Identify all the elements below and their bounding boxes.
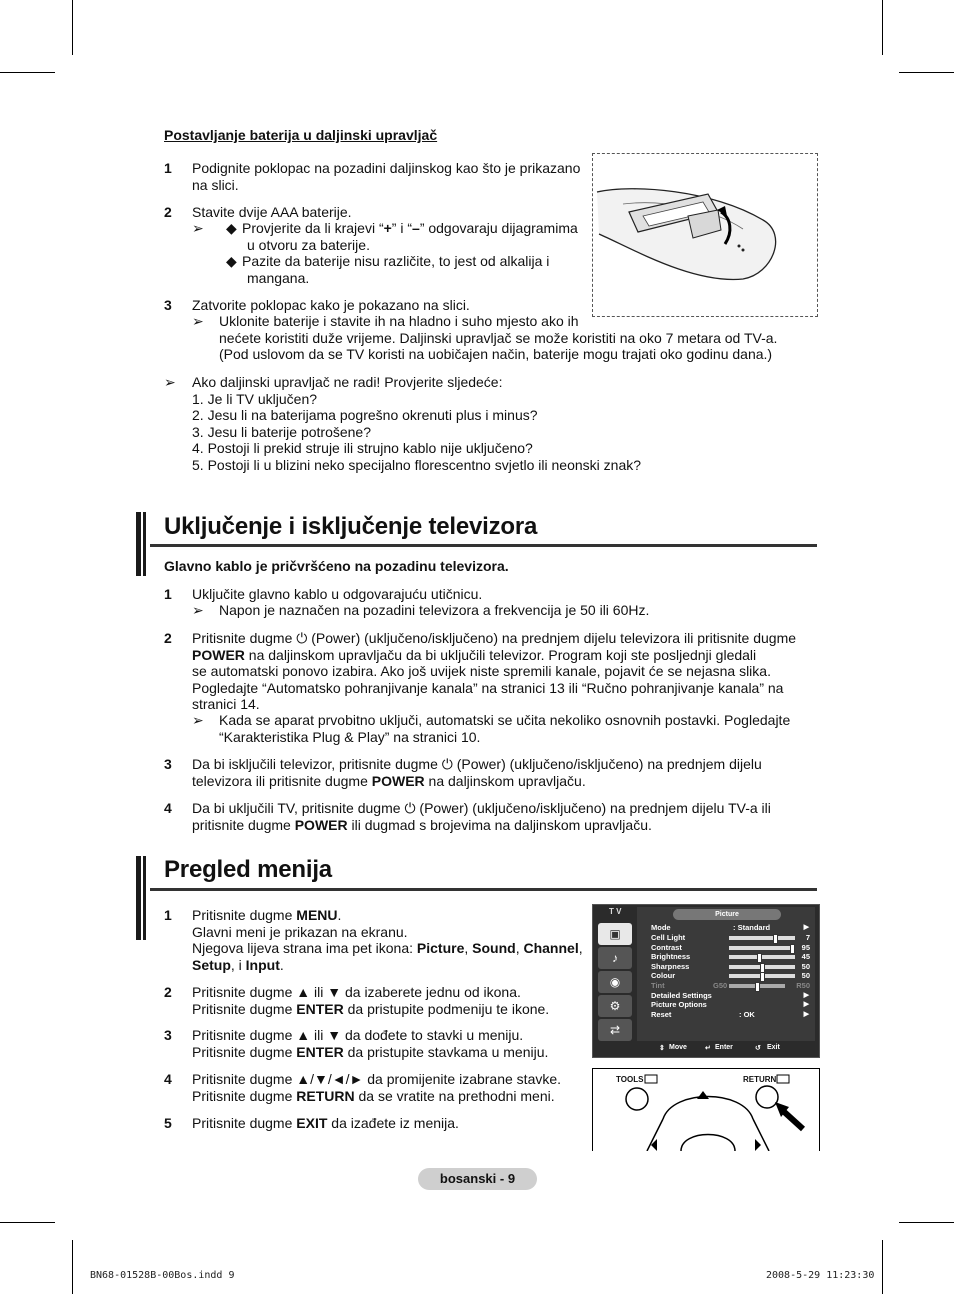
- step-number: 2: [164, 204, 172, 220]
- note-arrow-icon: ➢: [192, 602, 204, 618]
- osd-row-mode: Mode : Standard ▶: [651, 923, 809, 932]
- osd-row-detailed: Detailed Settings ▶: [651, 991, 809, 1000]
- heading-rule: [150, 544, 817, 547]
- crop-mark: [899, 72, 954, 73]
- setup-icon: ⚙: [598, 995, 632, 1017]
- battery-step-1: Podignite poklopac na pozadini daljinskog kao što je prikazano na slici.: [192, 160, 581, 193]
- note-arrow-icon: ➢: [192, 712, 204, 728]
- sound-icon: ♪: [598, 947, 632, 969]
- osd-row-options: Picture Options ▶: [651, 1000, 809, 1009]
- menu-step-4: Pritisnite dugme ▲/▼/◄/► da promijenite izabrane stavke. Pritisnite dugme RETURN da se vratite na prethodni meni.: [192, 1071, 562, 1104]
- picture-icon: ▣: [598, 923, 632, 945]
- step-number: 2: [164, 630, 172, 646]
- osd-title: Picture: [673, 909, 781, 920]
- note-arrow-icon: ➢: [192, 313, 204, 329]
- troubleshoot-list: Ako daljinski upravljač ne radi! Provjerite sljedeće: 1. Je li TV uključen? 2. Jesu li na baterijama pogrešno okrenuti plus i minus? 3. Jesu li baterije potrošene? 4. Postoji li prekid struje ili strujno kablo nije uključeno? 5. Postoji li u blizini neko specijalno florescentno svjetlo ili neonski znak?: [192, 374, 642, 473]
- osd-row-tint: Tint G50 R50: [651, 981, 810, 990]
- page-number-badge: bosanski - 9: [418, 1168, 537, 1190]
- crop-mark: [882, 0, 883, 55]
- power-subtitle: Glavno kablo je pričvršćeno na pozadinu televizora.: [164, 558, 509, 574]
- heading-bar: [143, 512, 146, 576]
- osd-help-move: Move: [669, 1044, 687, 1051]
- step-number: 3: [164, 1027, 172, 1043]
- date-slug: 2008-5-29 11:23:30: [766, 1270, 875, 1281]
- osd-row-cell-light: Cell Light 7: [651, 933, 810, 942]
- channel-icon: ◉: [598, 971, 632, 993]
- remote-closeup: [592, 1068, 820, 1151]
- step-number: 4: [164, 1071, 172, 1087]
- crop-mark: [72, 1240, 73, 1294]
- remote-battery-illustration: [592, 153, 818, 317]
- crop-mark: [0, 72, 55, 73]
- step-number: 1: [164, 586, 172, 602]
- osd-icon-column: [595, 921, 635, 1047]
- battery-bullet-1: ◆ Provjerite da li krajevi “+” i “–” odgovaraju dijagramima u otvoru za baterije. ◆ Pazite da baterije nisu različite, to jest od alkalija i mangana.: [226, 220, 578, 286]
- tools-label: TOOLS: [616, 1075, 644, 1084]
- osd-tab-label: T V: [609, 907, 622, 916]
- power-heading: Uključenje i isključenje televizora: [164, 513, 538, 540]
- osd-help-bar: [637, 1042, 815, 1055]
- battery-title: Postavljanje baterija u daljinski upravljač: [164, 127, 438, 143]
- power-icon: ⏻: [404, 800, 416, 816]
- menu-step-3: Pritisnite dugme ▲ ili ▼ da dođete to stavki u meniju. Pritisnite dugme ENTER da pristupite stavkama u meniju.: [192, 1027, 549, 1060]
- crop-mark: [0, 1222, 55, 1223]
- step-number: 4: [164, 800, 172, 816]
- power-note-2: Kada se aparat prvobitno uključi, automatski se učita nekoliko osnovnih postavki. Pogledajte “Karakteristika Plug & Play” na stranici 10.: [219, 712, 791, 745]
- diamond-bullet-icon: ◆: [226, 253, 237, 269]
- diamond-bullet-icon: ◆: [226, 220, 237, 236]
- power-step-2: Pritisnite dugme ⏻ (Power) (uključeno/isključeno) na prednjem dijelu televizora ili pritisnite dugme POWER na daljinskom upravljaču da bi uključili televizor. Program koji ste posljednji gledali se automatski ponovo izabira. Ako još uvijek niste spremili kanale, pojavit će se nejasna slika. Pogledajte “Automatsko pohranjivanje kanala” na stranici 13 ili “Ručno pohranjivanje kanala” na stranici 14.: [192, 630, 797, 712]
- enter-icon: ↵: [705, 1045, 711, 1052]
- remote-buttons-drawing: [593, 1069, 819, 1151]
- battery-step-3: Zatvorite poklopac kako je pokazano na slici.: [192, 297, 470, 313]
- crop-mark: [882, 1240, 883, 1294]
- crop-mark: [72, 0, 73, 55]
- step-number: 3: [164, 756, 172, 772]
- osd-panel: [637, 907, 815, 1041]
- heading-bar: [143, 856, 146, 940]
- step-number: 1: [164, 907, 172, 923]
- menu-step-2: Pritisnite dugme ▲ ili ▼ da izaberete jednu od ikona. Pritisnite dugme ENTER da pristupite podmeniju te ikone.: [192, 984, 550, 1017]
- input-icon: ⇄: [598, 1019, 632, 1041]
- osd-row-sharpness: Sharpness 50: [651, 961, 810, 971]
- move-icon: ⇕: [659, 1045, 665, 1052]
- power-step-1: Uključite glavno kablo u odgovarajuću utičnicu.: [192, 586, 483, 602]
- power-icon: ⏻: [441, 756, 453, 772]
- osd-help-enter: Enter: [715, 1044, 733, 1051]
- battery-note: Uklonite baterije i stavite ih na hladno i suho mjesto ako ih nećete koristiti duže vrijeme. Daljinski upravljač se može koristiti na oko 7 metara od TV-a. (Pod uslovom da se TV koristi na uobičajen način, baterije mogu trajati oko godinu dana.): [219, 313, 778, 362]
- heading-bar: [136, 512, 141, 576]
- power-icon: ⏻: [296, 630, 308, 646]
- osd-row-colour: Colour 50: [651, 971, 810, 980]
- step-number: 2: [164, 984, 172, 1000]
- note-arrow-icon: ➢: [164, 374, 176, 390]
- power-note-1: Napon je naznačen na pozadini televizora a frekvencija je 50 ili 60Hz.: [219, 602, 650, 618]
- file-slug: BN68-01528B-00Bos.indd 9: [90, 1270, 235, 1281]
- osd-picture-menu: [592, 904, 820, 1058]
- menu-step-1: Pritisnite dugme MENU. Glavni meni je prikazan na ekranu. Njegova lijeva strana ima pet ikona: Picture, Sound, Channel, Setup, i Input.: [192, 907, 583, 973]
- heading-bar: [136, 856, 141, 940]
- osd-row-contrast: Contrast 95: [651, 942, 810, 952]
- osd-help-exit: Exit: [767, 1044, 780, 1051]
- osd-row-brightness: Brightness 45: [651, 952, 810, 961]
- step-number: 5: [164, 1115, 172, 1131]
- return-icon: ↺: [755, 1045, 761, 1052]
- remote-battery-drawing: [593, 154, 817, 316]
- step-number: 1: [164, 160, 172, 176]
- menu-step-5: Pritisnite dugme EXIT da izađete iz menija.: [192, 1115, 459, 1131]
- osd-row-reset: Reset : OK ▶: [651, 1010, 809, 1019]
- return-label: RETURN: [743, 1075, 777, 1084]
- heading-rule: [150, 888, 817, 891]
- step-number: 3: [164, 297, 172, 313]
- power-step-3: Da bi isključili televizor, pritisnite dugme ⏻ (Power) (uključeno/isključeno) na prednjem dijelu televizora ili pritisnite dugme POWER na daljinskom upravljaču.: [192, 756, 762, 789]
- power-step-4: Da bi uključili TV, pritisnite dugme ⏻ (Power) (uključeno/isključeno) na prednjem dijelu TV-a ili pritisnite dugme POWER ili dugmad s brojevima na daljinskom upravljaču.: [192, 800, 771, 833]
- note-arrow-icon: ➢: [192, 220, 204, 236]
- crop-mark: [899, 1222, 954, 1223]
- menu-heading: Pregled menija: [164, 856, 332, 883]
- battery-step-2: Stavite dvije AAA baterije.: [192, 204, 352, 220]
